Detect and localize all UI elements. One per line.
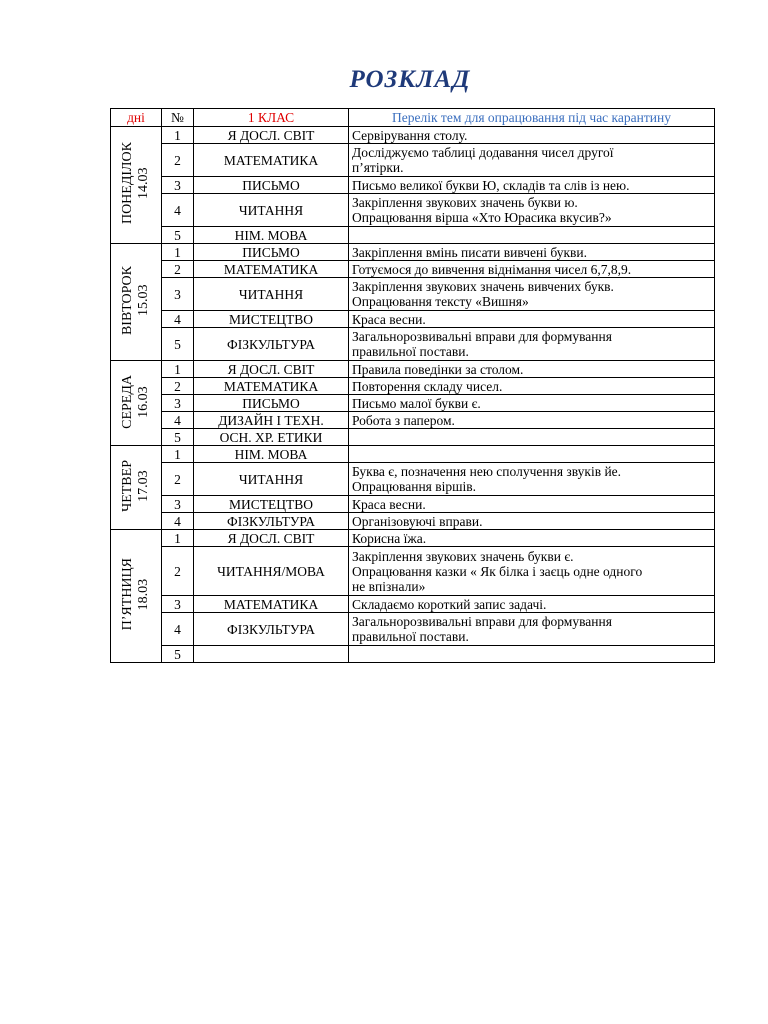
lesson-topic (349, 513, 715, 530)
topic-line: Корисна їжа. (352, 530, 427, 546)
lesson-subject: Я ДОСЛ. СВІТ (194, 127, 349, 144)
day-label (120, 460, 152, 512)
header-class: 1 КЛАС (194, 109, 349, 127)
day-cell (111, 127, 162, 244)
table-row (111, 328, 715, 361)
day-label (120, 266, 152, 335)
table-row (111, 378, 715, 395)
lesson-topic (349, 278, 715, 311)
day-cell (111, 446, 162, 530)
lesson-number: 3 (162, 395, 194, 412)
lesson-subject (194, 646, 349, 663)
topic-line: Повторення складу чисел. (352, 378, 503, 394)
header-number: № (162, 109, 194, 127)
lesson-topic (349, 395, 715, 412)
day-label (120, 375, 152, 429)
table-row (111, 177, 715, 194)
lesson-topic (349, 463, 715, 496)
lesson-topic (349, 227, 715, 244)
lesson-number: 1 (162, 446, 194, 463)
table-row (111, 412, 715, 429)
topic-line: Письмо малої букви є. (352, 395, 481, 411)
header-topics: Перелік тем для опрацювання під час карантину (349, 109, 715, 127)
lesson-topic (349, 144, 715, 177)
lesson-topic (349, 446, 715, 463)
lesson-number: 4 (162, 194, 194, 227)
topic-line: Краса весни. (352, 311, 426, 327)
lesson-number: 2 (162, 547, 194, 596)
topic-line: Краса весни. (352, 496, 426, 512)
lesson-subject: МИСТЕЦТВО (194, 311, 349, 328)
day-cell (111, 361, 162, 446)
lesson-number: 5 (162, 429, 194, 446)
lesson-number: 4 (162, 311, 194, 328)
topic-line: Досліджуємо таблиці додавання чисел другої (352, 145, 614, 160)
topic-line: Робота з папером. (352, 412, 455, 428)
lesson-number: 2 (162, 378, 194, 395)
lesson-subject: ФІЗКУЛЬТУРА (194, 613, 349, 646)
lesson-topic (349, 429, 715, 446)
day-date: 15.03 (136, 284, 151, 317)
lesson-topic (349, 613, 715, 646)
table-row (111, 530, 715, 547)
lesson-subject: ПИСЬМО (194, 177, 349, 194)
lesson-subject: МАТЕМАТИКА (194, 144, 349, 177)
day-name: ЧЕТВЕР (120, 460, 135, 512)
day-date: 16.03 (136, 385, 151, 418)
table-header-row (111, 109, 715, 127)
topic-line: Буква є, позначення нею сполучення звуків йе. (352, 464, 622, 479)
day-name: ВІВТОРОК (120, 265, 135, 336)
table-row (111, 244, 715, 261)
table-row (111, 646, 715, 663)
topic-line: Опрацювання вірша «Хто Юрасика вкусив?» (352, 210, 612, 225)
lesson-subject: ЧИТАННЯ/МОВА (194, 547, 349, 596)
lesson-number: 4 (162, 412, 194, 429)
topic-line: Складаємо короткий запис задачі. (352, 596, 547, 612)
lesson-subject: ОСН. ХР. ЕТИКИ (194, 429, 349, 446)
table-row (111, 429, 715, 446)
lesson-number: 1 (162, 244, 194, 261)
day-name: ПОНЕДІЛОК (120, 142, 135, 225)
lesson-subject: ПИСЬМО (194, 395, 349, 412)
table-row (111, 395, 715, 412)
table-row (111, 496, 715, 513)
table-row (111, 311, 715, 328)
lesson-subject: НІМ. МОВА (194, 227, 349, 244)
schedule-table (110, 108, 715, 663)
lesson-topic (349, 496, 715, 513)
topic-line: Загальнорозвивальні вправи для формування (352, 329, 612, 344)
lesson-topic (349, 194, 715, 227)
table-row (111, 513, 715, 530)
lesson-number: 2 (162, 261, 194, 278)
topic-line: Загальнорозвивальні вправи для формування (352, 614, 612, 629)
lesson-subject: Я ДОСЛ. СВІТ (194, 530, 349, 547)
day-date: 14.03 (136, 167, 151, 200)
lesson-subject: Я ДОСЛ. СВІТ (194, 361, 349, 378)
topic-line: п’ятірки. (352, 160, 404, 175)
table-row (111, 227, 715, 244)
lesson-topic (349, 177, 715, 194)
lesson-subject: МАТЕМАТИКА (194, 596, 349, 613)
topic-line: правильної постави. (352, 629, 469, 644)
lesson-number: 4 (162, 513, 194, 530)
lesson-subject: МАТЕМАТИКА (194, 261, 349, 278)
lesson-number: 5 (162, 227, 194, 244)
topic-line: Організовуючі вправи. (352, 513, 483, 529)
lesson-subject: ПИСЬМО (194, 244, 349, 261)
lesson-number: 2 (162, 144, 194, 177)
lesson-topic (349, 328, 715, 361)
topic-line: правильної постави. (352, 344, 469, 359)
lesson-topic (349, 127, 715, 144)
lesson-number: 5 (162, 646, 194, 663)
topic-line: не впізнали» (352, 578, 426, 594)
table-row (111, 261, 715, 278)
lesson-topic (349, 646, 715, 663)
topic-line: Закріплення звукових значень букви є. (352, 548, 574, 564)
lesson-number: 5 (162, 328, 194, 361)
table-row (111, 194, 715, 227)
table-row (111, 446, 715, 463)
topic-line: Письмо великої букви Ю, складів та слів із нею. (352, 177, 630, 193)
topic-line: Сервірування столу. (352, 127, 468, 143)
day-name: СЕРЕДА (120, 374, 135, 429)
lesson-number: 4 (162, 613, 194, 646)
table-row (111, 596, 715, 613)
table-row (111, 144, 715, 177)
lesson-number: 2 (162, 463, 194, 496)
lesson-number: 1 (162, 530, 194, 547)
topic-line: Закріплення вмінь писати вивчені букви. (352, 244, 587, 260)
lesson-topic (349, 361, 715, 378)
lesson-subject: ФІЗКУЛЬТУРА (194, 513, 349, 530)
topic-line: Правила поведінки за столом. (352, 361, 524, 377)
lesson-topic (349, 261, 715, 278)
lesson-number: 3 (162, 278, 194, 311)
table-row (111, 547, 715, 596)
lesson-subject: МАТЕМАТИКА (194, 378, 349, 395)
day-cell (111, 530, 162, 663)
topic-line: Закріплення звукових значень букви ю. (352, 195, 578, 210)
lesson-subject: ФІЗКУЛЬТУРА (194, 328, 349, 361)
lesson-number: 3 (162, 496, 194, 513)
lesson-number: 3 (162, 177, 194, 194)
lesson-topic (349, 530, 715, 547)
table-row (111, 361, 715, 378)
schedule-body (111, 127, 715, 663)
lesson-subject: ЧИТАННЯ (194, 278, 349, 311)
topic-line: Опрацювання віршів. (352, 479, 477, 494)
lesson-number: 1 (162, 127, 194, 144)
topic-line: Опрацювання тексту «Вишня» (352, 294, 529, 309)
day-cell (111, 244, 162, 361)
lesson-topic (349, 244, 715, 261)
lesson-topic (349, 547, 715, 596)
table-row (111, 278, 715, 311)
lesson-topic (349, 378, 715, 395)
topic-line: Опрацювання казки « Як білка і заєць одне одного (352, 563, 643, 579)
table-row (111, 463, 715, 496)
header-days: дні (111, 109, 162, 127)
lesson-subject: НІМ. МОВА (194, 446, 349, 463)
day-label (120, 142, 152, 224)
lesson-topic (349, 311, 715, 328)
lesson-subject: ЧИТАННЯ (194, 463, 349, 496)
lesson-number: 1 (162, 361, 194, 378)
topic-line: Закріплення звукових значень вивчених букв. (352, 279, 614, 294)
topic-line: Готуємося до вивчення віднімання чисел 6,7,8,9. (352, 261, 632, 277)
table-row (111, 613, 715, 646)
page-title: РОЗКЛАД (349, 66, 471, 93)
lesson-subject: МИСТЕЦТВО (194, 496, 349, 513)
day-label (120, 558, 152, 630)
lesson-topic (349, 412, 715, 429)
lesson-number: 3 (162, 596, 194, 613)
lesson-subject: ДИЗАЙН І ТЕХН. (194, 412, 349, 429)
day-date: 17.03 (136, 470, 151, 502)
day-date: 18.03 (136, 578, 151, 611)
lesson-topic (349, 596, 715, 613)
table-row (111, 127, 715, 144)
lesson-subject: ЧИТАННЯ (194, 194, 349, 227)
day-name: П’ЯТНИЦЯ (120, 558, 135, 631)
